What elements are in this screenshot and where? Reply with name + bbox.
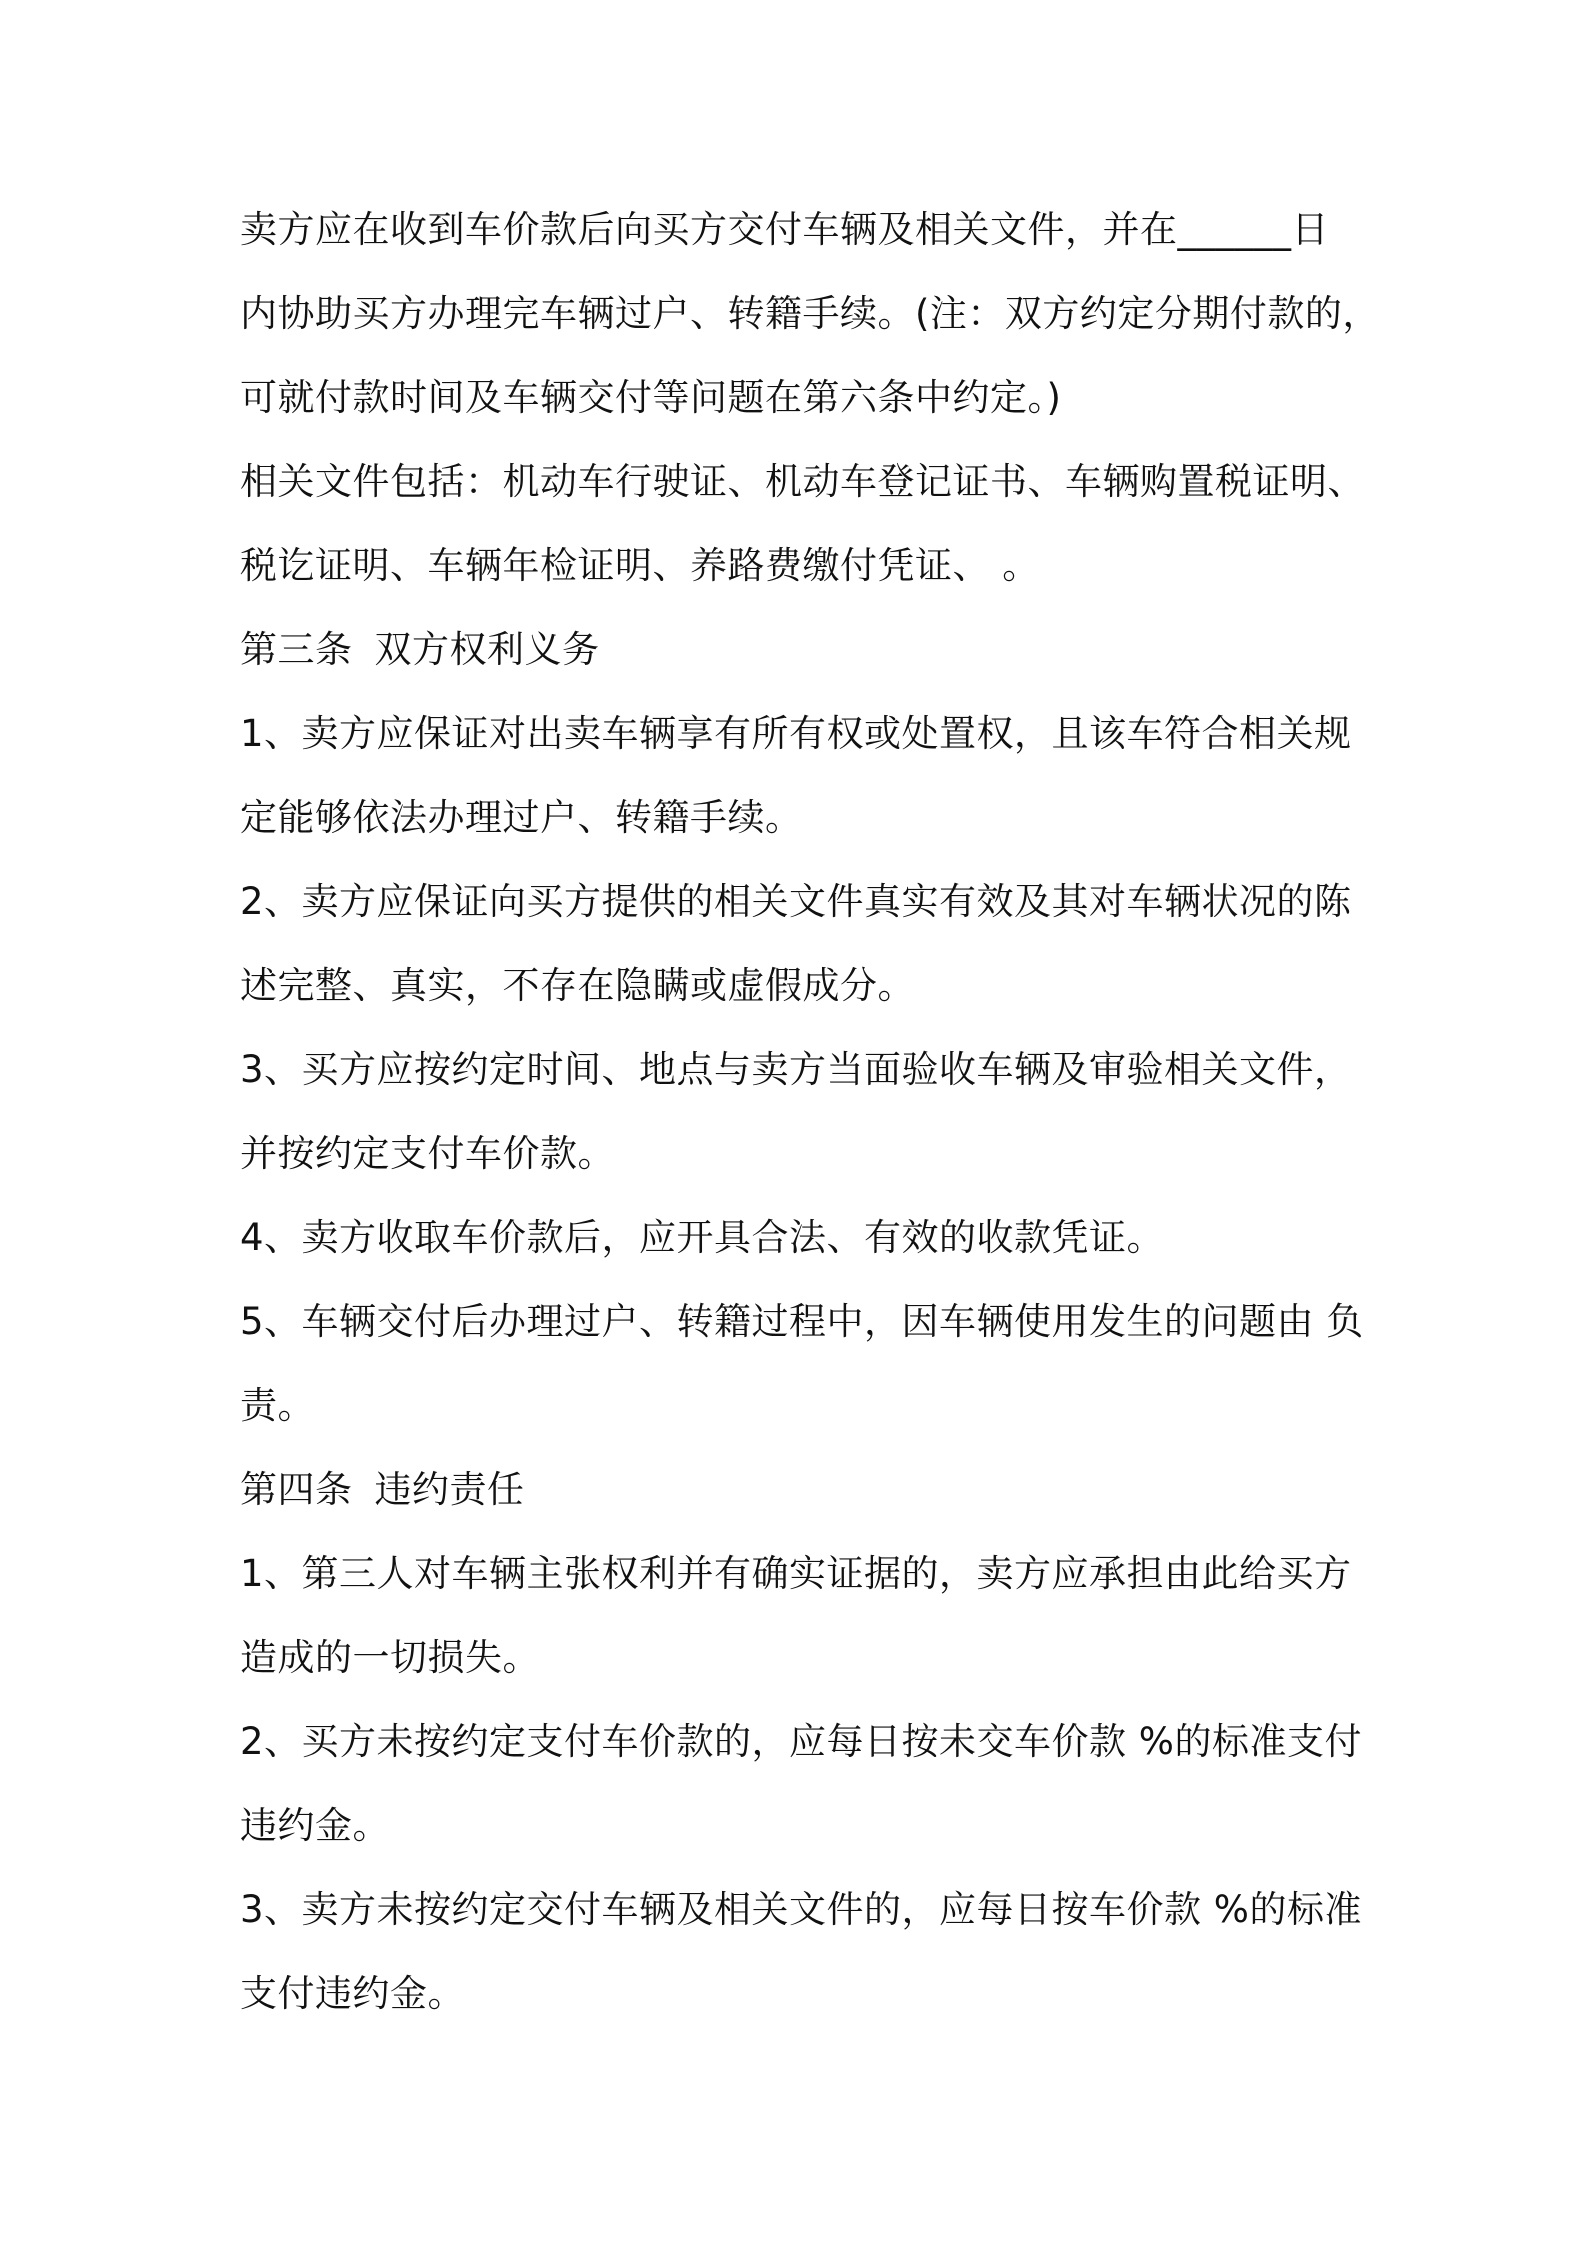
paragraph-line: 造成的一切损失。 [240, 1636, 540, 1679]
paragraph-line: 2、买方未按约定支付车价款的，应每日按未交车价款 %的标准支付 [240, 1720, 1362, 1763]
article-4-number: 第四条 [240, 1468, 353, 1511]
paragraph-line: 相关文件包括：机动车行驶证、机动车登记证书、车辆购置税证明、 [240, 460, 1365, 503]
article-3-heading [240, 620, 1360, 704]
article-3-number: 第三条 [240, 628, 353, 671]
paragraph-line: 2、卖方应保证向买方提供的相关文件真实有效及其对车辆状况的陈 [240, 880, 1352, 923]
article-4-title: 违约责任 [374, 1468, 525, 1511]
paragraph-line: 5、车辆交付后办理过户、转籍过程中，因车辆使用发生的问题由 负 [240, 1300, 1364, 1343]
paragraph-line: 可就付款时间及车辆交付等问题在第六条中约定。) [240, 376, 1062, 419]
paragraph-line: 4、卖方收取车价款后，应开具合法、有效的收款凭证。 [240, 1216, 1165, 1259]
paragraph-line: 内协助买方办理完车辆过户、转籍手续。(注：双方约定分期付款的， [240, 292, 1380, 335]
paragraph-line: 支付违约金。 [240, 1972, 465, 2015]
paragraph-line: 违约金。 [240, 1804, 390, 1847]
paragraph-line: 1、卖方应保证对出卖车辆享有所有权或处置权，且该车符合相关规 [240, 712, 1352, 755]
paragraph-line: 述完整、真实，不存在隐瞒或虚假成分。 [240, 964, 915, 1007]
paragraph-line: 3、买方应按约定时间、地点与卖方当面验收车辆及审验相关文件， [240, 1048, 1352, 1091]
paragraph-line: 1、第三人对车辆主张权利并有确实证据的，卖方应承担由此给买方 [240, 1552, 1352, 1595]
paragraph-line: 卖方应在收到车价款后向买方交付车辆及相关文件，并在______日 [240, 208, 1329, 251]
paragraph-line: 定能够依法办理过户、转籍手续。 [240, 796, 803, 839]
paragraph-line: 税讫证明、车辆年检证明、养路费缴付凭证、 。 [240, 544, 1040, 587]
paragraph-line: 责。 [240, 1384, 315, 1427]
contract-body [240, 200, 1380, 2048]
article-3-title: 双方权利义务 [374, 628, 600, 671]
article-4-heading [240, 1460, 1360, 1544]
paragraph-line: 并按约定支付车价款。 [240, 1132, 615, 1175]
paragraph-line: 3、卖方未按约定交付车辆及相关文件的，应每日按车价款 %的标准 [240, 1888, 1362, 1931]
